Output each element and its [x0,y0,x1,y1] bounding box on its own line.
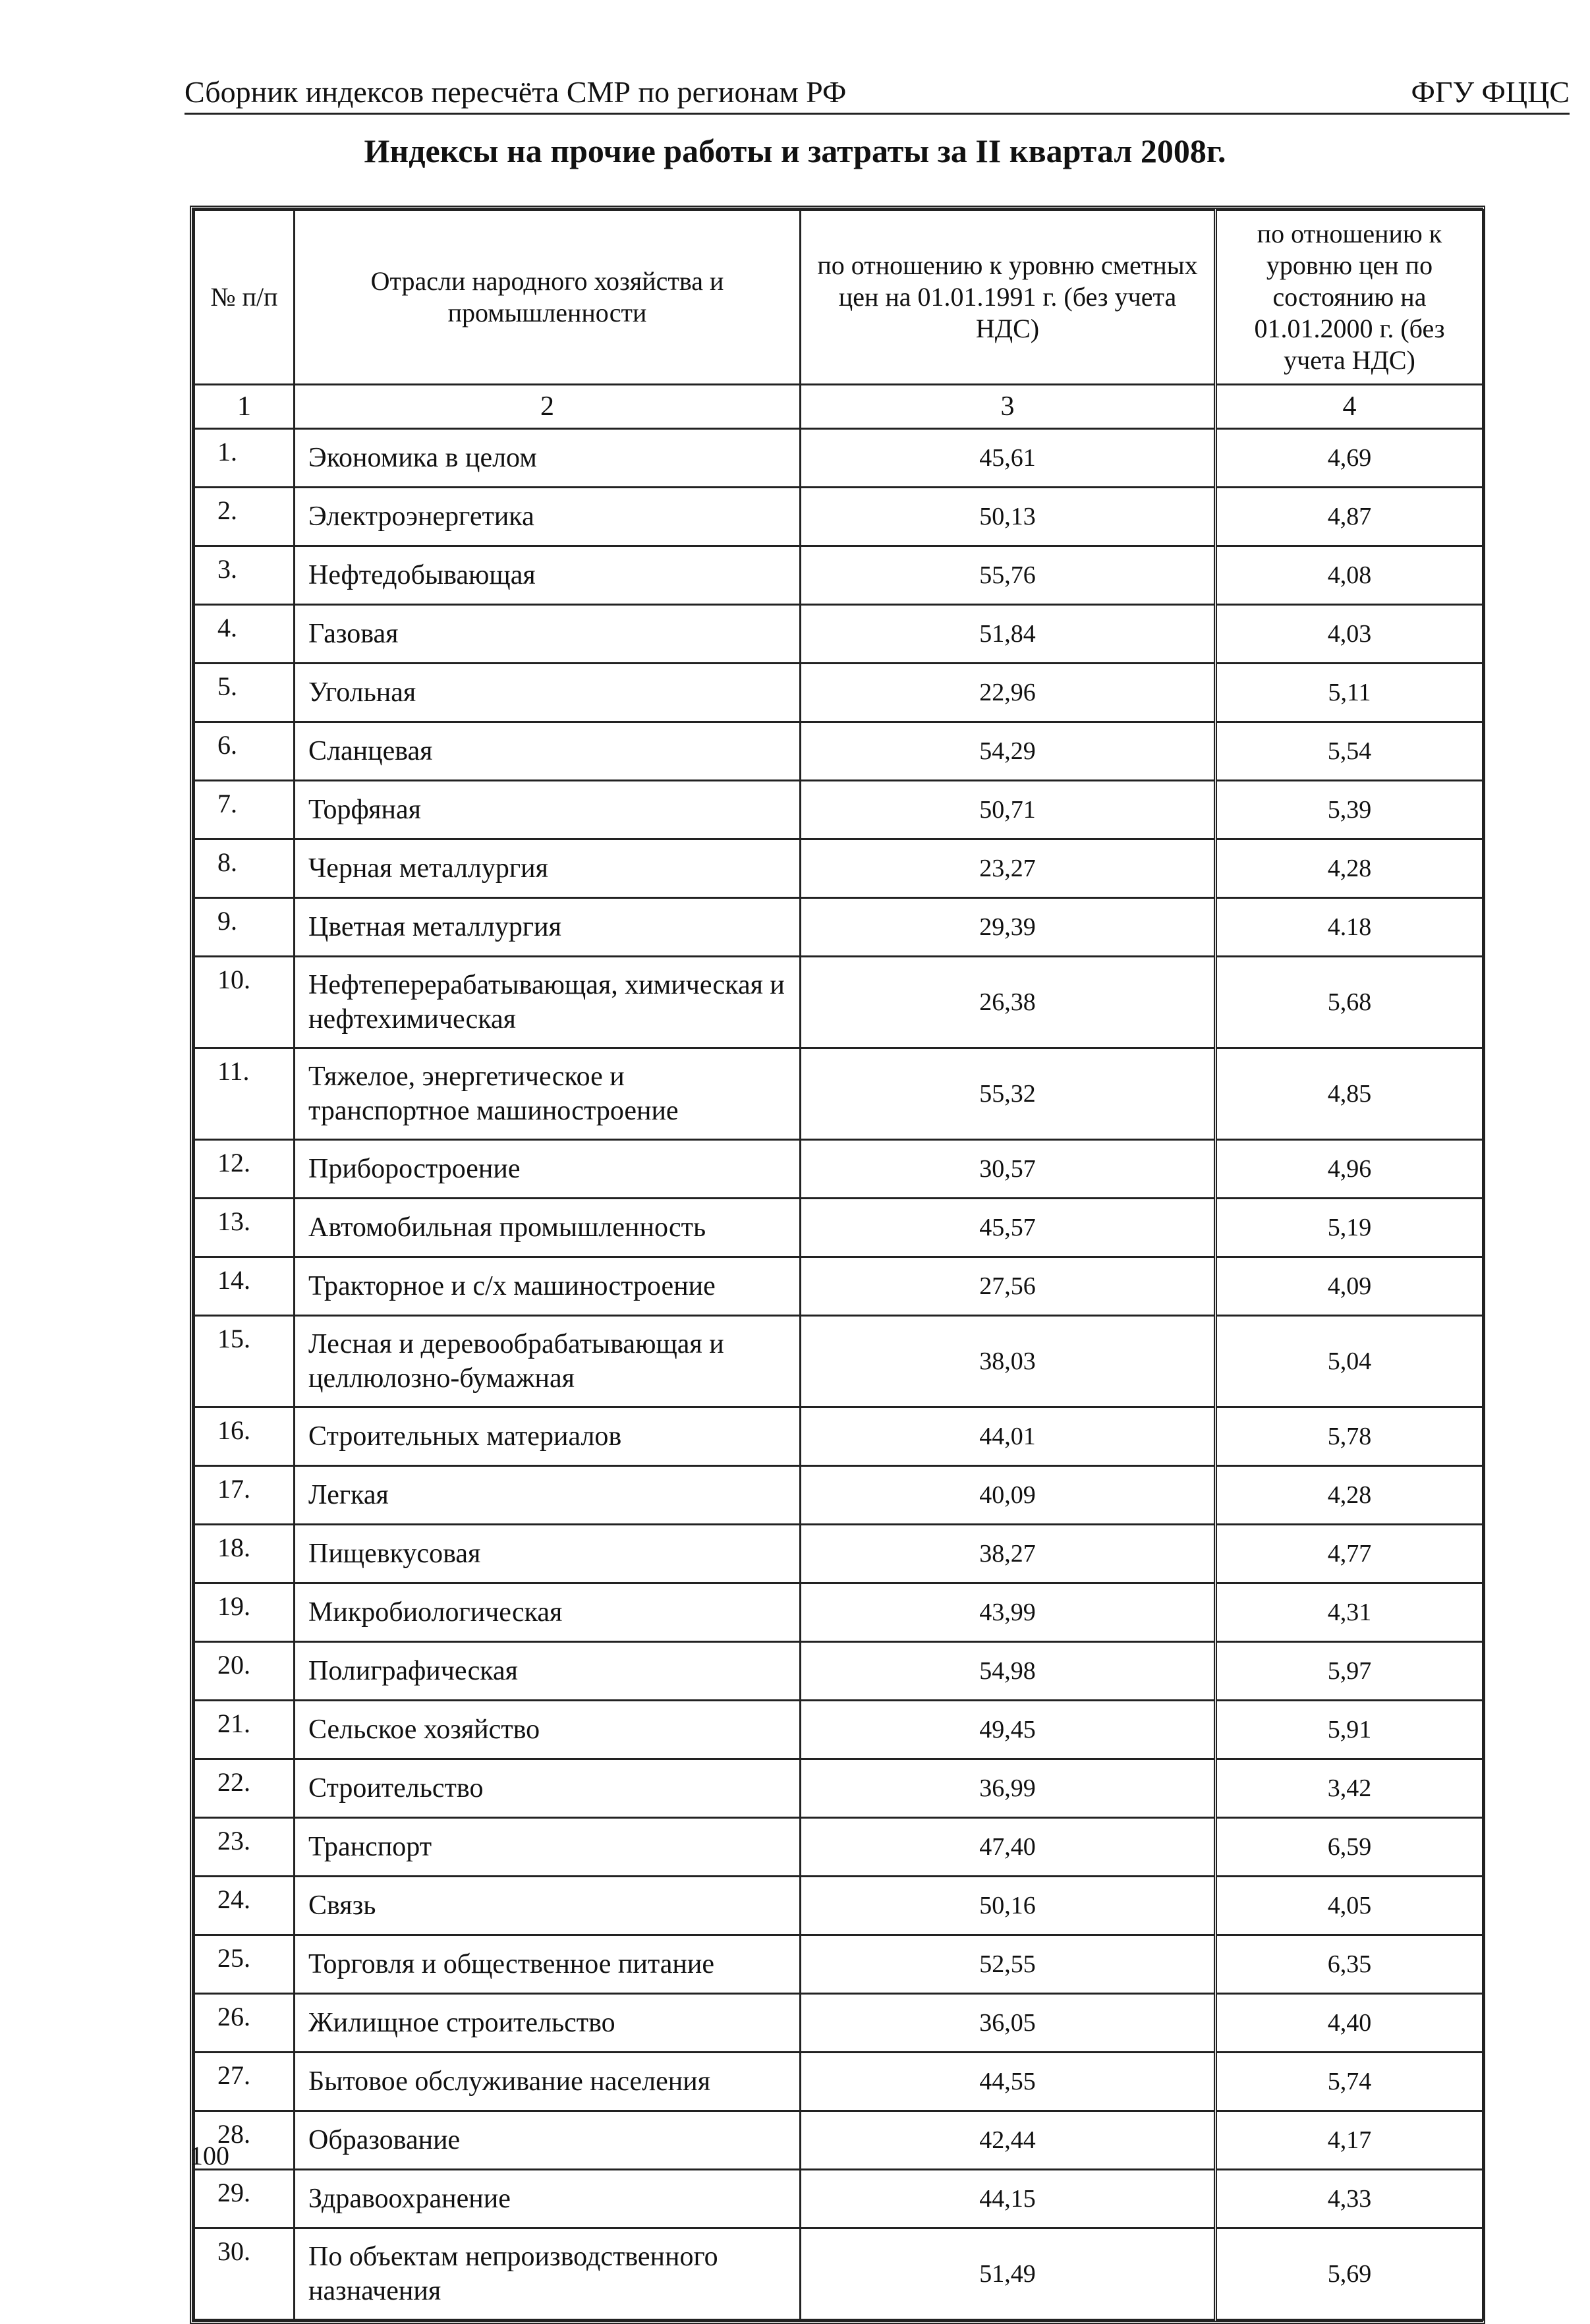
index-1991-value: 54,29 [801,722,1216,781]
index-1991-value: 52,55 [801,1935,1216,1994]
index-1991-value: 44,55 [801,2053,1216,2111]
table-row [194,839,1483,898]
row-number: 23. [194,1818,295,1877]
row-number: 10. [194,957,295,1048]
index-2000-value: 5,04 [1216,1316,1483,1407]
industry-name: Тяжелое, энергетическое и транспортное машиностроение [295,1048,801,1140]
table-row [194,429,1483,488]
row-number: 29. [194,2170,295,2228]
row-number: 4. [194,605,295,664]
row-number: 9. [194,898,295,957]
table-row [194,1877,1483,1935]
index-2000-value: 4,77 [1216,1525,1483,1583]
table-row [194,2228,1483,2320]
industry-name: Газовая [295,605,801,664]
row-number: 27. [194,2053,295,2111]
table-row [194,1140,1483,1199]
index-2000-value: 5,74 [1216,2053,1483,2111]
table-row [194,1525,1483,1583]
index-2000-value: 6,35 [1216,1935,1483,1994]
index-1991-value: 30,57 [801,1140,1216,1199]
table-row [194,1199,1483,1257]
table-row [194,1701,1483,1759]
industry-name: Угольная [295,664,801,722]
collection-title: Сборник индексов пересчёта СМР по регионам РФ [185,75,847,109]
industry-name: По объектам непроизводственного назначения [295,2228,801,2320]
index-1991-value: 38,03 [801,1316,1216,1407]
row-number: 19. [194,1583,295,1642]
index-2000-value: 4,28 [1216,1466,1483,1525]
column-number-row [194,385,1483,429]
index-1991-value: 36,05 [801,1994,1216,2053]
industry-name: Строительство [295,1759,801,1818]
index-2000-value: 4,28 [1216,839,1483,898]
table-row [194,488,1483,546]
row-number: 18. [194,1525,295,1583]
industry-name: Легкая [295,1466,801,1525]
row-number: 30. [194,2228,295,2320]
industry-name: Электроэнергетика [295,488,801,546]
table-row [194,898,1483,957]
table-row [194,1407,1483,1466]
index-1991-value: 22,96 [801,664,1216,722]
row-number: 12. [194,1140,295,1199]
header-index-2000: по отношению к уровню цен по состоянию на 01.01.2000 г. (без учета НДС) [1216,210,1483,385]
row-number: 15. [194,1316,295,1407]
row-number: 7. [194,781,295,839]
table-row [194,546,1483,605]
table-row [194,2111,1483,2170]
index-2000-value: 5,69 [1216,2228,1483,2320]
row-number: 28. [194,2111,295,2170]
index-1991-value: 29,39 [801,898,1216,957]
industry-name: Микробиологическая [295,1583,801,1642]
row-number: 16. [194,1407,295,1466]
industry-name: Черная металлургия [295,839,801,898]
index-2000-value: 4,08 [1216,546,1483,605]
table-row [194,1257,1483,1316]
industry-name: Образование [295,2111,801,2170]
index-2000-value: 4,33 [1216,2170,1483,2228]
table-row [194,1048,1483,1140]
row-number: 25. [194,1935,295,1994]
index-1991-value: 50,13 [801,488,1216,546]
index-1991-value: 26,38 [801,957,1216,1048]
column-number: 1 [194,385,295,429]
index-2000-value: 5,11 [1216,664,1483,722]
table-row [194,1466,1483,1525]
industry-name: Строительных материалов [295,1407,801,1466]
table-header-row [194,210,1483,385]
index-1991-value: 50,16 [801,1877,1216,1935]
index-1991-value: 51,49 [801,2228,1216,2320]
index-1991-value: 49,45 [801,1701,1216,1759]
industry-name: Связь [295,1877,801,1935]
row-number: 17. [194,1466,295,1525]
index-2000-value: 5,91 [1216,1701,1483,1759]
row-number: 6. [194,722,295,781]
industry-name: Нефтеперерабатывающая, химическая и нефтехимическая [295,957,801,1048]
index-2000-value: 3,42 [1216,1759,1483,1818]
index-2000-value: 4.18 [1216,898,1483,957]
row-number: 24. [194,1877,295,1935]
column-number: 4 [1216,385,1483,429]
index-1991-value: 55,32 [801,1048,1216,1140]
index-1991-value: 23,27 [801,839,1216,898]
row-number: 20. [194,1642,295,1701]
index-1991-value: 50,71 [801,781,1216,839]
row-number: 2. [194,488,295,546]
table-row [194,664,1483,722]
table-row [194,722,1483,781]
index-2000-value: 6,59 [1216,1818,1483,1877]
row-number: 14. [194,1257,295,1316]
table-row [194,1316,1483,1407]
index-1991-value: 51,84 [801,605,1216,664]
index-2000-value: 4,05 [1216,1877,1483,1935]
table-row [194,2170,1483,2228]
row-number: 26. [194,1994,295,2053]
table-row [194,605,1483,664]
running-header [185,69,1570,115]
row-number: 1. [194,429,295,488]
index-1991-value: 44,01 [801,1407,1216,1466]
index-1991-value: 55,76 [801,546,1216,605]
table-row [194,781,1483,839]
index-1991-value: 43,99 [801,1583,1216,1642]
index-1991-value: 44,15 [801,2170,1216,2228]
industry-name: Экономика в целом [295,429,801,488]
column-number: 2 [295,385,801,429]
column-number: 3 [801,385,1216,429]
index-2000-value: 4,40 [1216,1994,1483,2053]
industry-name: Транспорт [295,1818,801,1877]
index-2000-value: 5,97 [1216,1642,1483,1701]
index-2000-value: 4,09 [1216,1257,1483,1316]
index-2000-value: 4,87 [1216,488,1483,546]
index-2000-value: 5,19 [1216,1199,1483,1257]
row-number: 3. [194,546,295,605]
row-number: 21. [194,1701,295,1759]
industry-name: Лесная и деревообрабатывающая и целлюлозно-бумажная [295,1316,801,1407]
industry-name: Торфяная [295,781,801,839]
table-row [194,1583,1483,1642]
industry-name: Тракторное и с/х машиностроение [295,1257,801,1316]
row-number: 8. [194,839,295,898]
industry-name: Бытовое обслуживание населения [295,2053,801,2111]
industry-name: Нефтедобывающая [295,546,801,605]
row-number: 5. [194,664,295,722]
index-1991-value: 27,56 [801,1257,1216,1316]
table-row [194,1818,1483,1877]
industry-name: Жилищное строительство [295,1994,801,2053]
page-title: Индексы на прочие работы и затраты за II квартал 2008г. [364,132,1226,169]
table-row [194,1759,1483,1818]
index-1991-value: 36,99 [801,1759,1216,1818]
index-1991-value: 54,98 [801,1642,1216,1701]
row-number: 13. [194,1199,295,1257]
industry-name: Здравоохранение [295,2170,801,2228]
industry-name: Торговля и общественное питание [295,1935,801,1994]
industry-name: Полиграфическая [295,1642,801,1701]
index-1991-value: 38,27 [801,1525,1216,1583]
index-2000-value: 5,78 [1216,1407,1483,1466]
index-2000-value: 4,85 [1216,1048,1483,1140]
industry-name: Цветная металлургия [295,898,801,957]
index-1991-value: 42,44 [801,2111,1216,2170]
index-2000-value: 4,31 [1216,1583,1483,1642]
page-number: 100 [190,2141,229,2170]
industry-name: Пищевкусовая [295,1525,801,1583]
indices-table [193,209,1484,2321]
industry-name: Сельское хозяйство [295,1701,801,1759]
row-number: 22. [194,1759,295,1818]
industry-name: Приборостроение [295,1140,801,1199]
table-row [194,1642,1483,1701]
index-2000-value: 5,68 [1216,957,1483,1048]
index-2000-value: 5,39 [1216,781,1483,839]
header-number: № п/п [194,210,295,385]
index-1991-value: 45,61 [801,429,1216,488]
index-1991-value: 45,57 [801,1199,1216,1257]
header-index-1991: по отношению к уровню сметных цен на 01.01.1991 г. (без учета НДС) [801,210,1216,385]
industry-name: Сланцевая [295,722,801,781]
organization-name: ФГУ ФЦЦС [1411,75,1570,109]
indices-table-frame [190,206,1485,2324]
index-1991-value: 47,40 [801,1818,1216,1877]
index-2000-value: 4,17 [1216,2111,1483,2170]
header-divider [185,113,1570,115]
industry-name: Автомобильная промышленность [295,1199,801,1257]
table-row [194,1994,1483,2053]
index-2000-value: 4,03 [1216,605,1483,664]
row-number: 11. [194,1048,295,1140]
index-1991-value: 40,09 [801,1466,1216,1525]
index-2000-value: 4,69 [1216,429,1483,488]
header-industry: Отрасли народного хозяйства и промышленности [295,210,801,385]
table-row [194,2053,1483,2111]
index-2000-value: 5,54 [1216,722,1483,781]
table-row [194,1935,1483,1994]
index-2000-value: 4,96 [1216,1140,1483,1199]
table-row [194,957,1483,1048]
